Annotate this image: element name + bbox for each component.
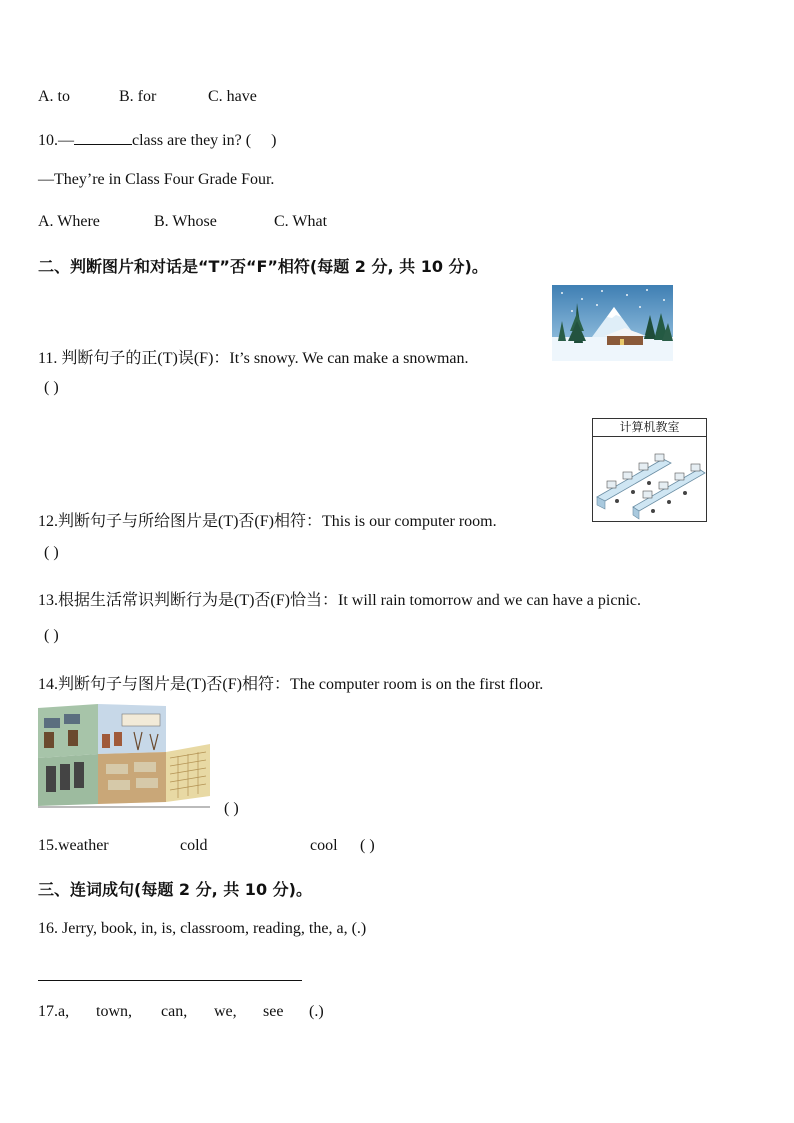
q15-answer-paren[interactable]: ( ) xyxy=(360,837,375,854)
q10-close: ) xyxy=(271,132,277,149)
q9-option-a: A. to xyxy=(38,88,70,105)
q13-question: 13.根据生活常识判断行为是(T)否(F)恰当：It will rain tomorrow and we can have a picnic. xyxy=(38,592,641,609)
q10-options xyxy=(38,213,327,231)
q16-question: 16. Jerry, book, in, is, classroom, reading, the, a, (.) xyxy=(38,920,367,937)
q10-option-a: A. Where xyxy=(38,213,100,230)
q11-question: 11. 判断句子的正(T)误(F)：It’s snowy. We can make a snowman. xyxy=(38,350,469,367)
q17-word-3: can, xyxy=(161,1003,188,1020)
q17-word-4: we, xyxy=(214,1003,237,1020)
q9-option-b: B. for xyxy=(119,88,157,105)
q17-question xyxy=(38,1003,324,1021)
q17-word-5: see xyxy=(263,1003,284,1020)
q10-option-b: B. Whose xyxy=(154,213,217,230)
q12-answer-paren[interactable]: ( ) xyxy=(44,544,59,561)
q15-word-2: cold xyxy=(180,837,208,854)
q10-option-c: C. What xyxy=(274,213,328,230)
q10-prefix: 10.— xyxy=(38,132,74,149)
q14-question: 14.判断句子与图片是(T)否(F)相符：The computer room is on the first floor. xyxy=(38,676,544,693)
snow-scene-image xyxy=(552,285,673,361)
school-cutaway-image xyxy=(38,704,210,808)
computer-room-label: 计算机教室 xyxy=(593,419,706,437)
q15-question xyxy=(38,837,375,855)
q17-word-2: town, xyxy=(96,1003,132,1020)
q14-answer-paren[interactable]: ( ) xyxy=(224,800,239,817)
q12-question: 12.判断句子与所给图片是(T)否(F)相符：This is our computer room. xyxy=(38,513,497,530)
q10-question xyxy=(38,130,276,150)
q15-word-1: 15.weather xyxy=(38,837,109,854)
q10-answer: —They’re in Class Four Grade Four. xyxy=(38,171,275,188)
q11-answer-paren[interactable]: ( ) xyxy=(44,379,59,396)
q13-answer-paren[interactable]: ( ) xyxy=(44,627,59,644)
q17-word-6: (.) xyxy=(309,1003,324,1020)
q10-blank[interactable] xyxy=(74,130,132,145)
q9-option-c: C. have xyxy=(208,88,257,105)
section-2-title: 二、判断图片和对话是“T”否“F”相符(每题 2 分, 共 10 分)。 xyxy=(38,257,488,276)
q16-answer-line[interactable] xyxy=(38,980,302,981)
q17-word-1: 17.a, xyxy=(38,1003,70,1020)
section-3-title: 三、连词成句(每题 2 分, 共 10 分)。 xyxy=(38,880,312,899)
q15-word-3: cool xyxy=(310,837,338,854)
computer-room-image xyxy=(592,418,707,522)
q10-rest: class are they in? ( xyxy=(132,132,252,149)
q9-options xyxy=(38,88,257,106)
